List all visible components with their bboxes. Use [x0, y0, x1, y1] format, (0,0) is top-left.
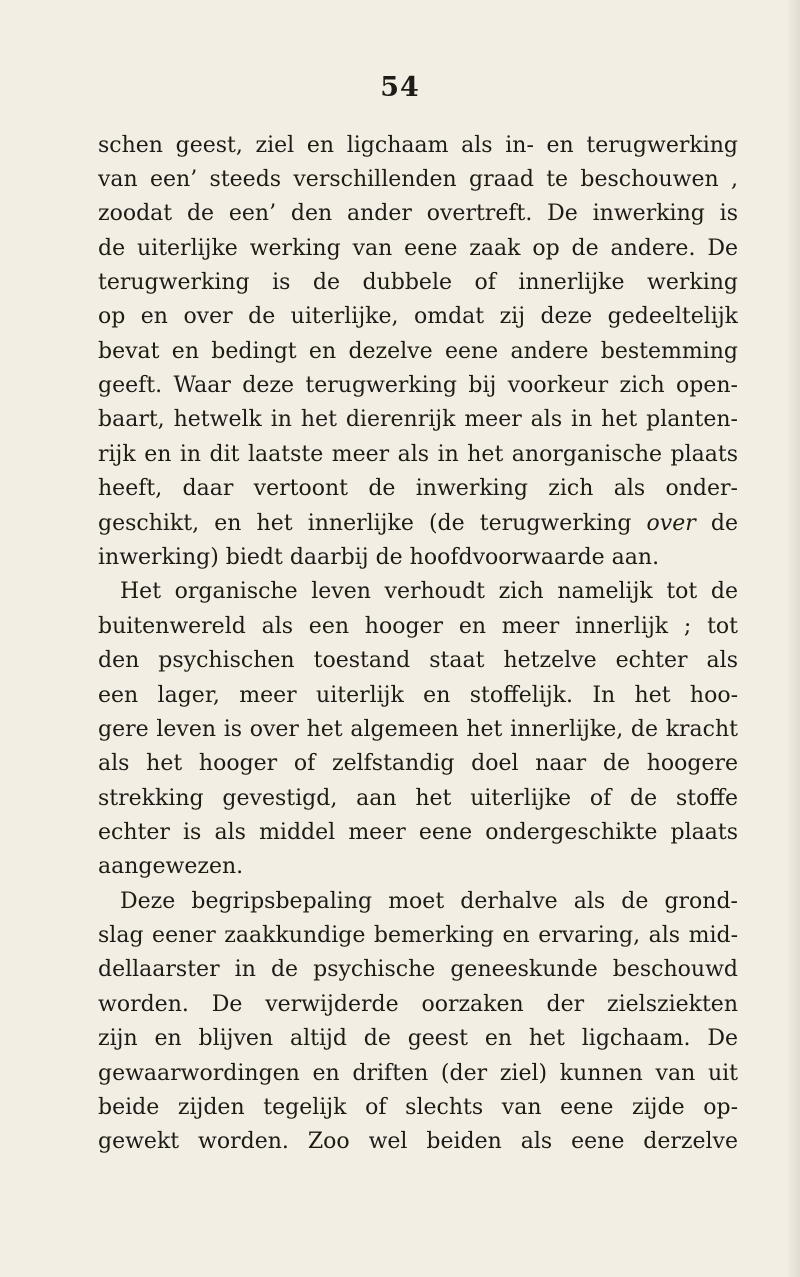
text-line: rijk en in dit laatste meer als in het anorganische plaats — [98, 442, 738, 467]
text-line — [98, 510, 738, 538]
text-line: heeft, daar vertoont de inwerking zich als onder- — [98, 476, 738, 501]
text-line: van een’ steeds verschillenden graad te beschouwen , — [98, 167, 738, 192]
text-line: baart, hetwelk in het dierenrijk meer als in het planten- — [98, 407, 738, 432]
text-line: Het organische leven verhoudt zich namelijk tot de — [120, 579, 738, 604]
italic-word: over — [646, 511, 696, 536]
text-line: een lager, meer uiterlijk en stoffelijk. In het hoo- — [98, 683, 738, 708]
page-edge-shadow — [786, 0, 800, 1277]
page-number: 54 — [380, 72, 420, 103]
text-segment: geschikt, en het innerlijke (de terugwerking — [98, 511, 647, 536]
text-line: strekking gevestigd, aan het uiterlijke of de stoffe — [98, 786, 738, 811]
text-line: beide zijden tegelijk of slechts van eene zijde op- — [98, 1095, 738, 1120]
text-line: geeft. Waar deze terugwerking bij voorkeur zich open- — [98, 373, 738, 398]
text-line: gewekt worden. Zoo wel beiden als eene derzelve — [98, 1129, 738, 1154]
text-line: zoodat de een’ den ander overtreft. De inwerking is — [98, 201, 738, 226]
text-line: buitenwereld als een hooger en meer innerlijk ; tot — [98, 614, 738, 639]
text-line: terugwerking is de dubbele of innerlijke werking — [98, 270, 738, 295]
text-line: aangewezen. — [98, 854, 244, 879]
text-line: als het hooger of zelfstandig doel naar de hoogere — [98, 751, 738, 776]
text-line: op en over de uiterlijke, omdat zij deze gedeeltelijk — [98, 304, 738, 329]
text-line: gewaarwordingen en driften (der ziel) kunnen van uit — [98, 1061, 738, 1086]
text-line: bevat en bedingt en dezelve eene andere bestemming — [98, 339, 738, 364]
text-line: inwerking) biedt daarbij de hoofdvoorwaarde aan. — [98, 545, 660, 570]
text-segment: de — [695, 511, 738, 536]
text-line: gere leven is over het algemeen het innerlijke, de kracht — [98, 717, 738, 742]
text-line: den psychischen toestand staat hetzelve echter als — [98, 648, 738, 673]
text-line: worden. De verwijderde oorzaken der zielsziekten — [98, 992, 738, 1017]
text-line: Deze begripsbepaling moet derhalve als de grond- — [120, 889, 738, 914]
text-line: slag eener zaakkundige bemerking en ervaring, als mid- — [98, 923, 738, 948]
text-line: dellaarster in de psychische geneeskunde beschouwd — [98, 957, 738, 982]
text-line: schen geest, ziel en ligchaam als in- en terugwerking — [98, 133, 738, 158]
text-line: echter is als middel meer eene ondergeschikte plaats — [98, 820, 738, 845]
text-line: zijn en blijven altijd de geest en het ligchaam. De — [98, 1026, 738, 1051]
text-line: de uiterlijke werking van eene zaak op de andere. De — [98, 236, 738, 261]
